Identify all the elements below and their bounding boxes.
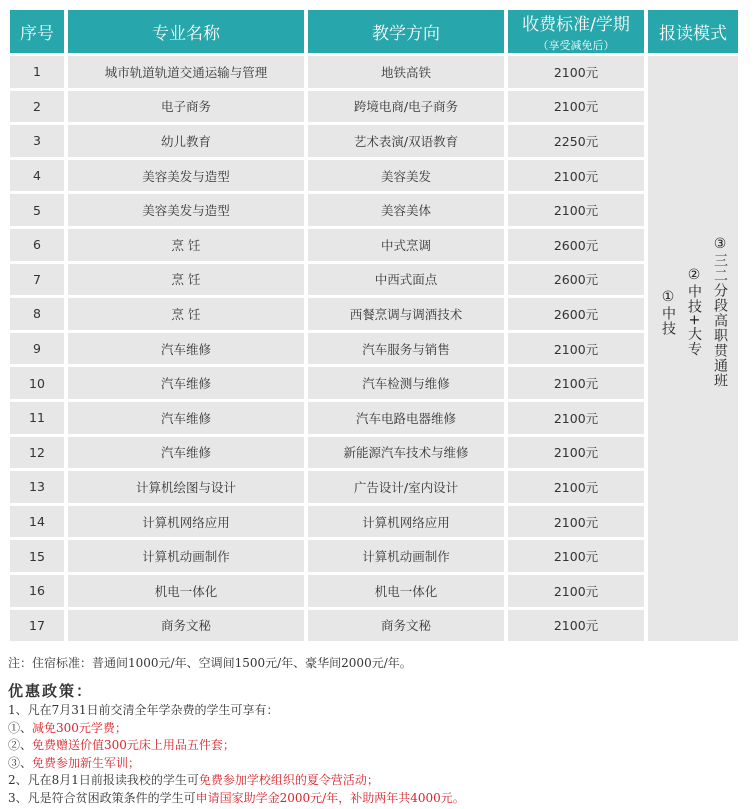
header-fee [508,10,644,53]
table-row [10,610,738,642]
cell-fee: 2100元 [508,610,644,642]
policy-line-1: 1、凡在7月31日前交清全年学杂费的学生可享有： [8,703,279,717]
cell-direction: 汽车电路电器维修 [308,402,504,434]
cell-direction: 汽车服务与销售 [308,333,504,365]
cell-seq: 2 [10,91,64,123]
cell-major: 汽车维修 [68,402,304,434]
cell-major: 计算机绘图与设计 [68,471,304,503]
table-row [10,194,738,226]
table-row [10,91,738,123]
table-row [10,229,738,261]
table-row [10,56,738,88]
discount-policy [8,680,465,807]
cell-seq: 11 [10,402,64,434]
cell-direction: 机电一体化 [308,575,504,607]
cell-direction: 新能源汽车技术与维修 [308,437,504,469]
policy-item-3-prefix: ③、 [8,755,33,770]
cell-seq: 12 [10,437,64,469]
cell-major: 机电一体化 [68,575,304,607]
cell-major: 计算机动画制作 [68,540,304,572]
cell-fee: 2100元 [508,91,644,123]
table-header-row [10,10,738,53]
cell-major: 计算机网络应用 [68,506,304,538]
policy-title: 优惠政策： [8,682,94,700]
policy-item-3 [8,755,465,773]
cell-seq: 8 [10,298,64,330]
cell-seq: 13 [10,471,64,503]
policy-item-1 [8,720,465,738]
table-row [10,298,738,330]
policy-item-2-prefix: ②、 [8,738,33,752]
policy-line-3-highlight: 申请国家助学金2000元/年，补助两年共4000元。 [195,790,465,805]
cell-major: 美容美发与造型 [68,194,304,226]
cell-seq: 4 [10,160,64,192]
cell-major: 美容美发与造型 [68,160,304,192]
header-major: 专业名称 [68,10,304,53]
cell-major: 商务文秘 [68,610,304,642]
cell-seq: 9 [10,333,64,365]
table-row [10,540,738,572]
cell-direction: 汽车检测与维修 [308,367,504,399]
cell-fee: 2100元 [508,575,644,607]
cell-major: 汽车维修 [68,367,304,399]
accommodation-note: 注：住宿标准：普通间1000元/年、空调间1500元/年、豪华间2000元/年。 [8,656,412,670]
policy-item-1-prefix: ①、 [8,720,33,735]
table-row [10,506,738,538]
cell-major: 烹 饪 [68,264,304,296]
cell-seq: 6 [10,229,64,261]
cell-fee: 2600元 [508,298,644,330]
mode-option-2: ②中技+大专 [686,267,702,357]
cell-fee: 2100元 [508,506,644,538]
cell-direction: 跨境电商/电子商务 [308,91,504,123]
table-row [10,471,738,503]
mode-option-1: ①中技 [660,288,676,336]
policy-line-2-highlight: 免费参加学校组织的夏令营活动； [198,773,379,787]
cell-seq: 16 [10,575,64,607]
policy-line-2 [8,772,465,790]
policy-item-3-text: 免费参加新生军训； [32,755,141,770]
header-fee-sub: （享受减免后） [537,39,615,52]
cell-direction: 西餐烹调与调酒技术 [308,298,504,330]
cell-direction: 中西式面点 [308,264,504,296]
policy-line-3 [8,790,465,808]
cell-major: 汽车维修 [68,437,304,469]
cell-major: 烹 饪 [68,298,304,330]
header-seq: 序号 [10,10,64,53]
cell-fee: 2100元 [508,437,644,469]
cell-fee: 2600元 [508,229,644,261]
cell-major: 城市轨道轨道交通运输与管理 [68,56,304,88]
cell-seq: 1 [10,56,64,88]
table-row [10,125,738,157]
cell-major: 烹 饪 [68,229,304,261]
policy-item-1-text: 减免300元学费； [32,720,127,735]
cell-fee: 2100元 [508,160,644,192]
header-fee-label: 收费标准/学期 [522,15,630,35]
cell-major: 幼儿教育 [68,125,304,157]
cell-fee: 2100元 [508,402,644,434]
policy-line-2-prefix: 2、凡在8月1日前报读我校的学生可 [8,773,199,787]
policy-item-2-text: 免费赠送价值300元床上用品五件套； [32,738,235,752]
header-mode: 报读模式 [648,10,738,53]
cell-direction: 中式烹调 [308,229,504,261]
cell-seq: 3 [10,125,64,157]
table-row [10,367,738,399]
cell-direction: 计算机动画制作 [308,540,504,572]
policy-line-3-prefix: 3、凡是符合贫困政策条件的学生可 [8,790,196,805]
cell-direction: 计算机网络应用 [308,506,504,538]
cell-mode [648,56,738,641]
cell-fee: 2250元 [508,125,644,157]
cell-fee: 2100元 [508,540,644,572]
table-row [10,160,738,192]
cell-seq: 5 [10,194,64,226]
table-row [10,575,738,607]
cell-direction: 美容美体 [308,194,504,226]
cell-seq: 10 [10,367,64,399]
cell-direction: 广告设计/室内设计 [308,471,504,503]
cell-fee: 2600元 [508,264,644,296]
fee-table [6,7,742,644]
table-row [10,264,738,296]
cell-direction: 美容美发 [308,160,504,192]
cell-direction: 商务文秘 [308,610,504,642]
table-row [10,333,738,365]
cell-major: 电子商务 [68,91,304,123]
cell-fee: 2100元 [508,471,644,503]
cell-direction: 地铁高铁 [308,56,504,88]
cell-seq: 15 [10,540,64,572]
table-row [10,437,738,469]
table-row [10,402,738,434]
policy-item-2 [8,737,465,755]
cell-seq: 17 [10,610,64,642]
header-direction: 教学方向 [308,10,504,53]
cell-fee: 2100元 [508,367,644,399]
cell-fee: 2100元 [508,194,644,226]
cell-fee: 2100元 [508,333,644,365]
cell-seq: 14 [10,506,64,538]
cell-fee: 2100元 [508,56,644,88]
mode-options [658,236,730,388]
cell-seq: 7 [10,264,64,296]
cell-major: 汽车维修 [68,333,304,365]
cell-direction: 艺术表演/双语教育 [308,125,504,157]
mode-option-3: ③三二分段高职贯通班 [712,236,728,388]
